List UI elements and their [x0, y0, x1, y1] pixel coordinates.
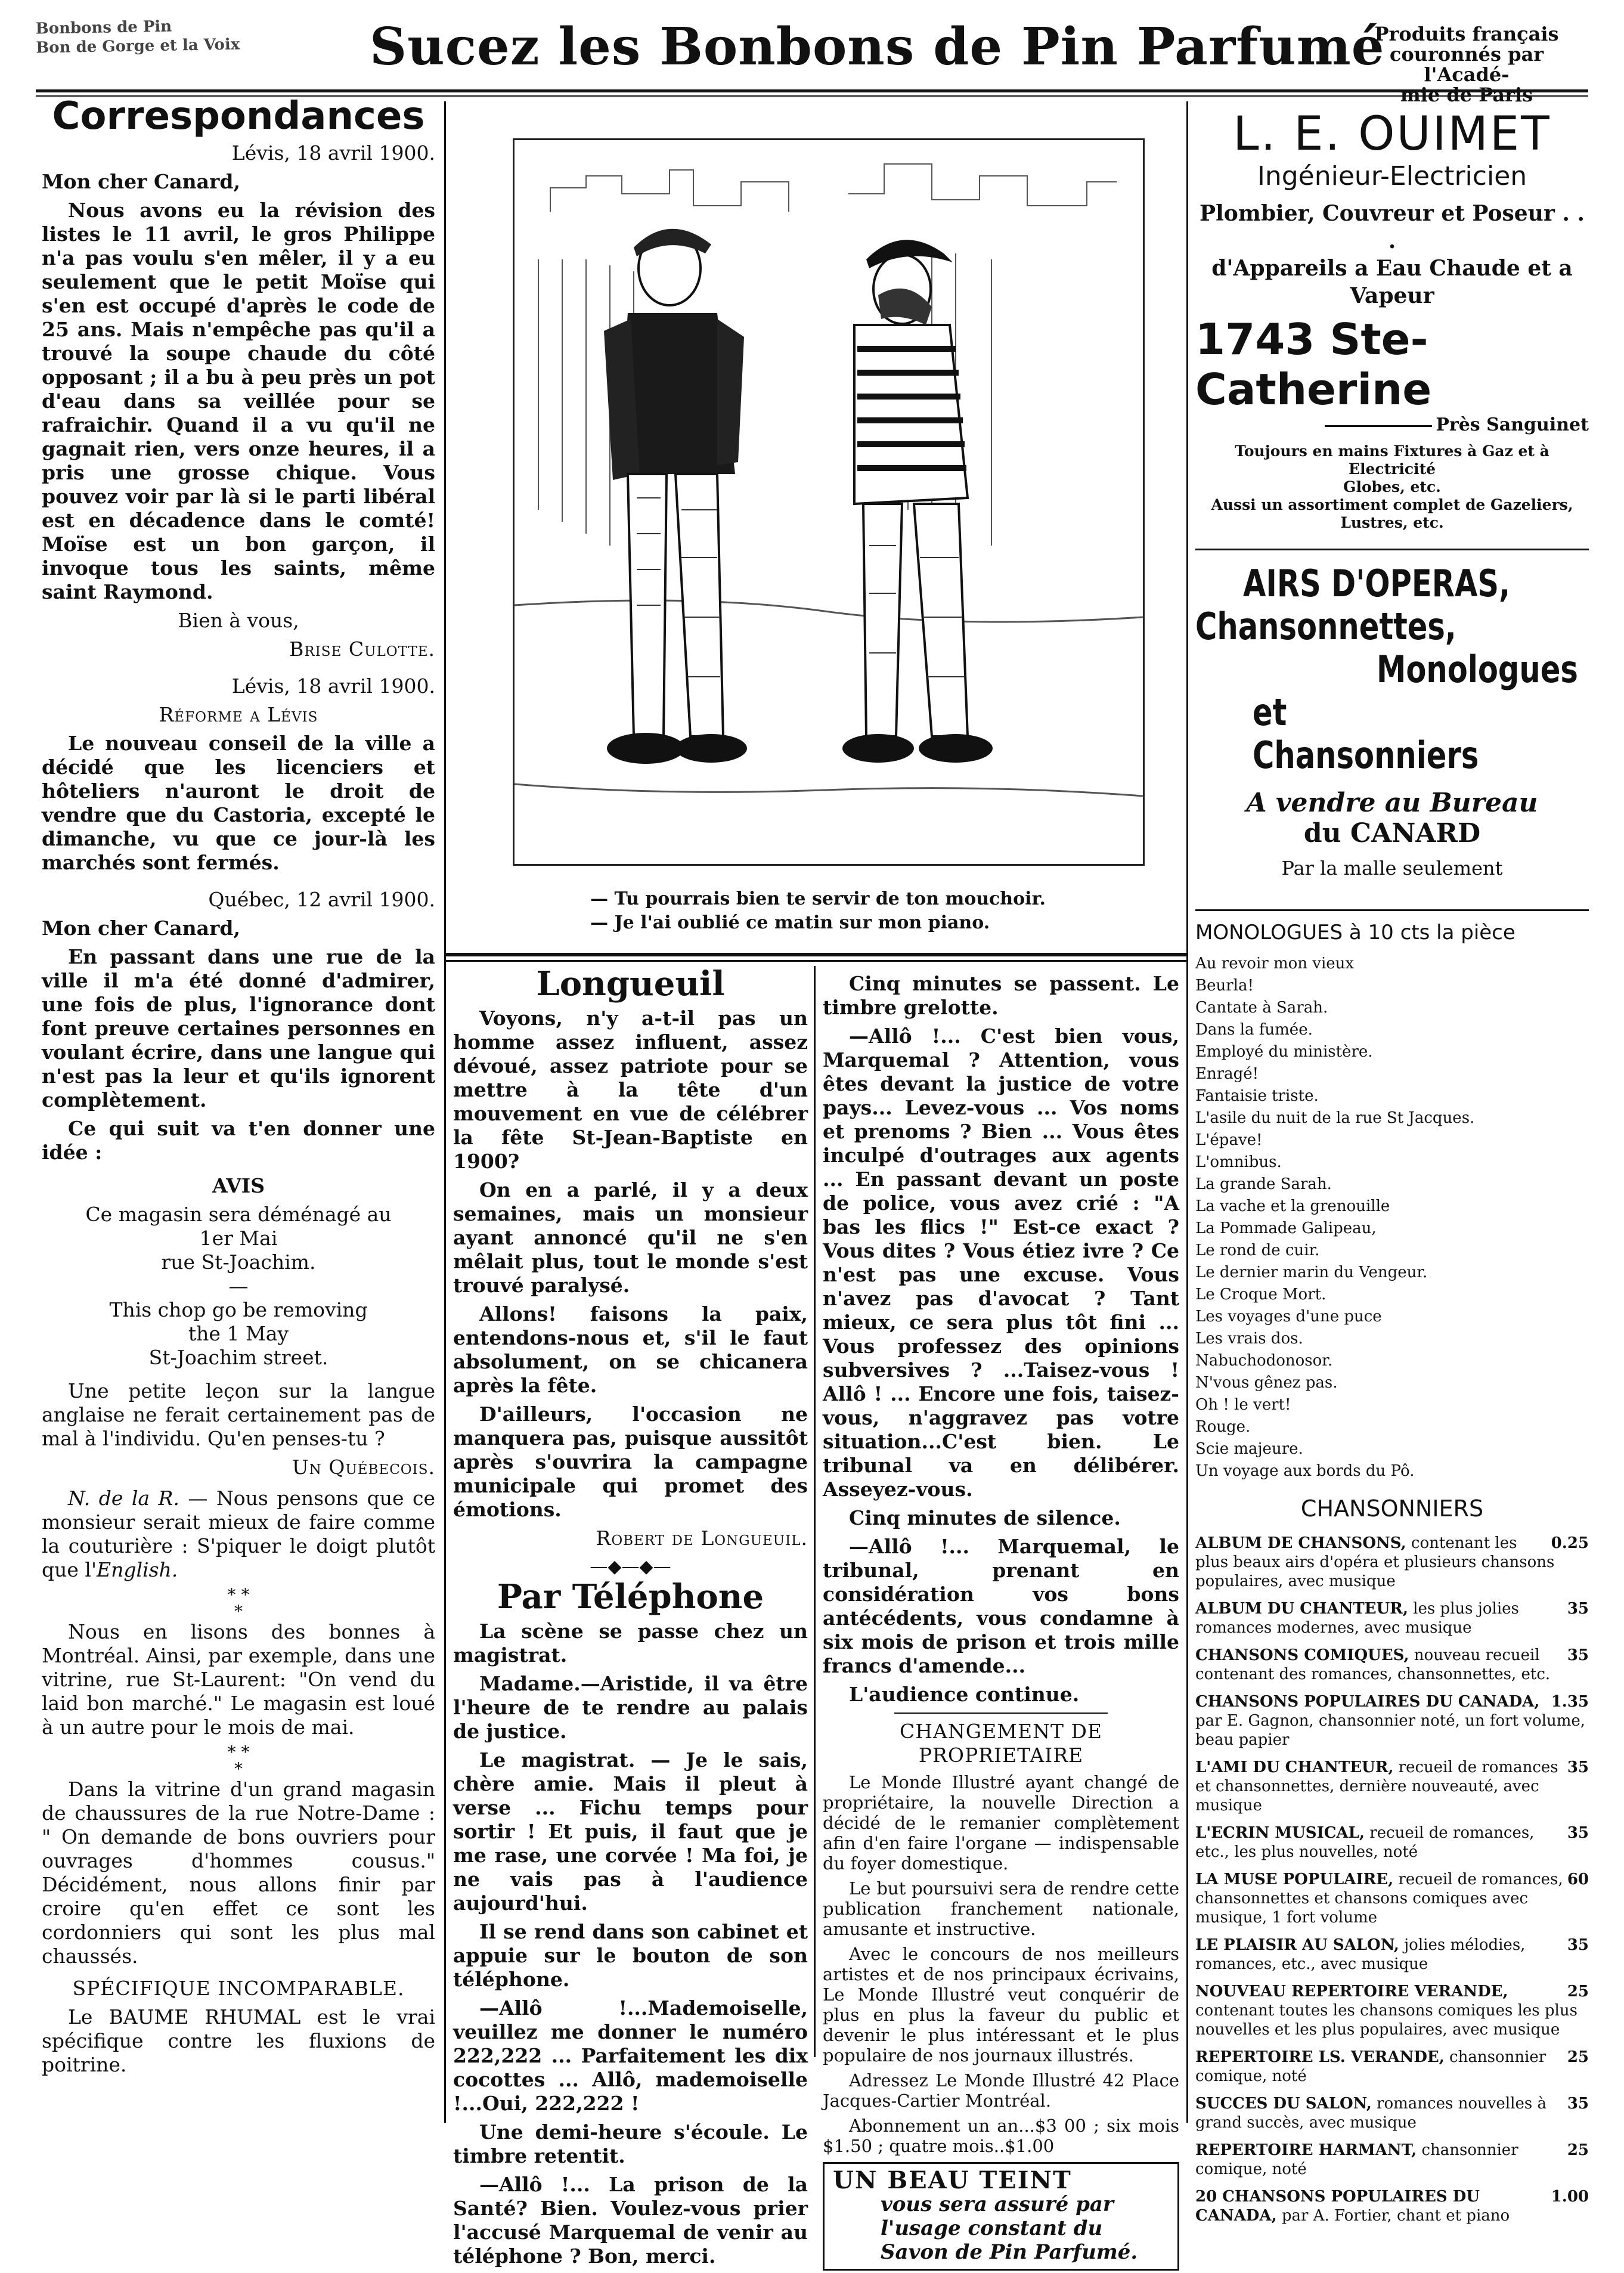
chansonnier-desc: recueil de romances, chansonnettes et chansons comiques avec musique, 1 fort volume [1195, 1871, 1563, 1927]
column-longueuil [453, 964, 808, 2273]
monologue-item: Enragé! [1195, 1065, 1259, 1083]
chansonnier-desc: chansonnier comique, noté [1195, 2141, 1518, 2178]
masthead-rule [36, 89, 1588, 92]
ad-airs-line: Chansonnettes, [1195, 605, 1456, 648]
chansonnier-name: ALBUM DU CHANTEUR, [1195, 1600, 1408, 1618]
chansonnier-price: 35 [1567, 1646, 1589, 1664]
chansonnier-price: 35 [1567, 2095, 1589, 2113]
masthead-left-note [35, 14, 346, 57]
ad-change-owner [823, 1772, 1179, 2156]
chansonnier-desc: contenant les plus beaux airs d'opéra et plusieurs chansons populaires, avec musique [1195, 1534, 1555, 1590]
ad-ouimet-name: L. E. OUIMET [1233, 107, 1551, 161]
chansonnier-desc: par A. Fortier, chant et piano [1276, 2207, 1510, 2225]
monologue-item: Les vrais dos. [1195, 1330, 1303, 1348]
avis-line: This chop go be removing [109, 1298, 368, 1321]
masthead-slogan: Sucez les Bonbons de Pin Parfumé [370, 17, 1385, 77]
chansonnier-item [1195, 1599, 1589, 1637]
chansonnier-name: SUCCES DU SALON, [1195, 2095, 1372, 2113]
dateline: Lévis, 18 avril 1900. [231, 674, 435, 698]
chansonnier-desc: romances nouvelles à grand succès, avec musique [1195, 2095, 1546, 2132]
monologue-item: Nabuchodonosor. [1195, 1352, 1333, 1370]
paragraph: Cinq minutes de silence. [849, 1506, 1121, 1529]
chansonnier-item [1195, 1692, 1589, 1749]
chansonnier-price: 1.35 [1551, 1693, 1589, 1711]
chansonnier-desc: les plus jolies romances modernes, avec musique [1195, 1600, 1519, 1637]
chansonnier-name: CHANSONS POPULAIRES DU CANADA, [1195, 1693, 1540, 1711]
paragraph: Avec le concours de nos meilleurs artistes et de nos principaux écrivains, Le Monde Illustré veut conquérir de plus en plus la faveur du public et devenir le plus intéressant et le plus populaire de nos journaux illustrés. [823, 1944, 1179, 2065]
cartoon-illustration [513, 138, 1145, 866]
cartoon-caption [590, 887, 1127, 935]
monologue-item: Rouge. [1195, 1418, 1251, 1436]
ad-malle: Par la malle seulement [1281, 857, 1503, 880]
monologue-item: L'omnibus. [1195, 1153, 1282, 1171]
ad-ouimet-address: 1743 Ste-Catherine [1195, 314, 1432, 414]
monologue-item: Scie majeure. [1195, 1440, 1303, 1458]
avis-title: AVIS [212, 1174, 265, 1197]
chansonniers-title: CHANSONNIERS [1300, 1495, 1484, 1522]
cartoon-drawing [515, 140, 1143, 864]
chansonnier-item [1195, 2094, 1589, 2132]
monologue-item: Fantaisie triste. [1195, 1087, 1319, 1105]
letter-body: Nous avons eu la révision des listes le 11 avril, le gros Philippe n'a pas voulu s'en mêler, il y a eu seulement que le petit Moïse qui s'en est occupé d'après le code de 25 ans. Mais n'empêche pas qu'il a trouvé la soupe chaude du côté opposant ; il a bu à peu près un pot d'eau dans sa veillée pour se rafraichir. Quand il a vu qu'il ne gagnait rien, vers onze heures, il a pris une grosse chique. Vous pouvez voir par là si le parti libéral est en décadence dans le comté! Moïse est un bon garçon, il invoque tous les saints, même saint Raymond. [42, 199, 435, 603]
monologue-item: Oh ! le vert! [1195, 1396, 1291, 1414]
column-divider [1186, 101, 1188, 2123]
chansonnier-desc: par E. Gagnon, chansonnier noté, un fort volume, beau papier [1195, 1712, 1586, 1749]
monologue-item: Employé du ministère. [1195, 1043, 1373, 1061]
section-rule [444, 953, 1186, 956]
paragraph: On en a parlé, il y a deux semaines, mais un monsieur ayant annoncé qu'il ne s'en mêlait plus, tout le monde s'est trouvé paralysé. [453, 1178, 808, 1297]
ad-ouimet-near [1195, 414, 1589, 435]
editor-note-label: N. de la R. [68, 1487, 179, 1510]
monologue-item: Le dernier marin du Vengeur. [1195, 1264, 1428, 1281]
ad-ouimet-line: Aussi un assortiment complet de Gazeliers, [1211, 496, 1573, 513]
ad-body: vous sera assuré par l'usage constant du Savon de Pin Parfumé. [881, 2193, 1138, 2264]
paragraph: Nous en lisons des bonnes à Montréal. Ainsi, par exemple, dans une vitrine, rue St-Laurent: "On vend du laid bon marché." Le magasin est loué à un autre pour le mois de mai. [42, 1620, 435, 1739]
chansonnier-price: 60 [1567, 1871, 1589, 1888]
paragraph: Une demi-heure s'écoule. Le timbre retentit. [453, 2120, 808, 2167]
chansonnier-name: L'ECRIN MUSICAL, [1195, 1824, 1365, 1842]
chansonnier-desc: nouveau recueil contenant des romances, chansonnettes, etc. [1195, 1646, 1551, 1683]
section-rule [444, 960, 1186, 962]
chansonnier-price: 35 [1567, 1936, 1589, 1954]
avis-dash: — [228, 1274, 249, 1297]
monologue-item: La Pommade Galipeau, [1195, 1219, 1377, 1237]
chansonnier-price: 35 [1567, 1600, 1589, 1618]
monologue-item: La vache et la grenouille [1195, 1197, 1390, 1215]
ad-title: UN BEAU TEINT [833, 2166, 1072, 2194]
right-boy-figure [842, 240, 993, 763]
monologue-item: Les voyages d'une puce [1195, 1308, 1382, 1326]
chansonnier-desc: recueil de romances et chansonnettes, dernière nouveauté, avec musique [1195, 1758, 1558, 1814]
ad-airs-line: et Chansonniers [1253, 690, 1479, 777]
ad-title: CHANGEMENT DE PROPRIETAIRE [900, 1720, 1102, 1767]
short-rule [894, 1713, 1108, 1714]
chansonnier-name: LA MUSE POPULAIRE, [1195, 1871, 1394, 1888]
avis-line: 1er Mai [199, 1227, 278, 1250]
chansonnier-name: LE PLAISIR AU SALON, [1195, 1936, 1399, 1954]
ad-ouimet-near-text: Près Sanguinet [1436, 414, 1589, 435]
chansonnier-desc: contenant toutes les chansons comiques les plus nouvelles et les plus populaires, avec musique [1195, 2002, 1577, 2039]
caption-line: — Je l'ai oublié ce matin sur mon piano. [590, 912, 990, 933]
ad-ouimet-line: Lustres, etc. [1340, 514, 1444, 531]
chansonnier-desc: jolies mélodies, romances, etc., avec musique [1195, 1936, 1526, 1973]
editor-note-english: English. [97, 1558, 178, 1581]
masthead-left-line: Bonbons de Pin [35, 17, 172, 38]
ornament-rule: —◆—◆— [590, 1556, 671, 1577]
masthead-right-line: couronnés par l'Acadé- [1389, 43, 1544, 86]
closing: Bien à vous, [178, 609, 299, 632]
letter-heading: Réforme a Lévis [159, 703, 318, 726]
paragraph: L'audience continue. [849, 1683, 1080, 1706]
chansonniers-list [1195, 1534, 1589, 2225]
left-boy-figure [604, 229, 747, 764]
caption-line: — Tu pourrais bien te servir de ton mouchoir. [590, 888, 1046, 909]
chansonnier-desc: recueil de romances, etc., les plus nouvelles, noté [1195, 1824, 1535, 1861]
monologue-item: L'épave! [1195, 1131, 1263, 1149]
chansonnier-item [1195, 1534, 1589, 1591]
paragraph: La scène se passe chez un magistrat. [453, 1619, 808, 1667]
chansonnier-item [1195, 1758, 1589, 1815]
paragraph: Adressez Le Monde Illustré 42 Place Jacques-Cartier Montréal. [823, 2070, 1179, 2111]
chansonnier-name: NOUVEAU REPERTOIRE VERANDE, [1195, 1983, 1508, 2001]
paragraph: Abonnement un an...$3 00 ; six mois $1.50 ; quatre mois..$1.00 [823, 2116, 1179, 2156]
paragraph: Le Monde Illustré ayant changé de propriétaire, la nouvelle Direction a décidé de le remanier complètement afin d'en faire l'organe — indispensable du foyer domestique. [823, 1772, 1179, 1873]
ad-ouimet-line: d'Appareils a Eau Chaude et a Vapeur [1211, 256, 1573, 308]
chansonnier-name: ALBUM DE CHANSONS, [1195, 1534, 1406, 1552]
chansonnier-desc: chansonnier comique, noté [1195, 2048, 1546, 2085]
paragraph: Allons! faisons la paix, entendons-nous et, s'il le faut absolument, on se chicanera après la fête. [453, 1302, 808, 1397]
letter-body: En passant dans une rue de la ville il m'a été donné d'admirer, une fois de plus, l'ignorance dont font preuve certaines personnes en voulant écrire, dans une langue qui n'est pas la leur et qu'ils ignorent complètement. [42, 945, 435, 1111]
ad-divider [1195, 549, 1589, 550]
chansonnier-item [1195, 1823, 1589, 1862]
chansonnier-item [1195, 2141, 1589, 2179]
chansonnier-name: REPERTOIRE LS. VERANDE, [1195, 2048, 1445, 2066]
paragraph: —Allô !... C'est bien vous, Marquemal ? Attention, vous êtes devant la justice de votre pays... Levez-vous ... Vos noms et prenoms ? Bien ... Vous êtes inculpé d'outrages aux agents ... En passant devant un poste de police, vous avez crié : "A bas les flics !" Est-ce exact ? Vous dites ? Vous étiez ivre ? Ce n'est pas une excuse. Vous n'avez pas d'avocat ? Tant mieux, ce sera plus tôt fini ... Vous professez des opinions subversives ? ...Taisez-vous ! Allô ! ... Encore une fois, taisez-vous, n'aggravez pas votre situation...C'est bien. Le tribunal va en délibérer. Asseyez-vous. [823, 1024, 1179, 1501]
paragraph: Le but poursuivi sera de rendre cette publication franchement nationale, amusante et instructive. [823, 1878, 1179, 1939]
chansonnier-name: REPERTOIRE HARMANT, [1195, 2141, 1417, 2159]
ad-ouimet-line: Toujours en mains Fixtures à Gaz et à Electricité [1235, 442, 1549, 478]
star-separator: * * * [227, 1742, 250, 1779]
avis-line: Ce magasin sera déménagé au [85, 1203, 392, 1226]
paragraph: —Allô !... Marquemal, le tribunal, prenant en considération vos bons antécédents, vous condamne à six mois de prison et trois mille francs d'amende... [823, 1535, 1179, 1677]
ad-ouimet-title: Ingénieur-Electricien [1257, 161, 1527, 191]
dateline: Québec, 12 avril 1900. [208, 888, 435, 911]
ad-ouimet-line: Plombier, Couvreur et Poseur . . . [1200, 201, 1585, 253]
chansonnier-item [1195, 2187, 1589, 2225]
avis-line: the 1 May [188, 1322, 289, 1345]
chansonnier-price: 1.00 [1551, 2188, 1589, 2206]
editor-note-body: — Nous pensons que ce monsieur serait mieux de faire comme la couturière : S'piquer le doigt plutôt que l' [42, 1487, 435, 1581]
paragraph: Il se rend dans son cabinet et appuie sur le bouton de son téléphone. [453, 1920, 808, 1991]
chansonnier-price: 25 [1567, 1983, 1589, 2001]
ad-vendre: A vendre au Bureau [1246, 788, 1538, 818]
column-correspondances [42, 94, 435, 2082]
monologue-item: Un voyage aux bords du Pô. [1195, 1462, 1415, 1480]
masthead-right-line: Produits français [1374, 23, 1559, 45]
monologue-item: L'asile du nuit de la rue St Jacques. [1195, 1109, 1475, 1127]
letter-intro: Ce qui suit va t'en donner une idée : [42, 1117, 435, 1164]
ad-vendre: du CANARD [1303, 818, 1481, 848]
column-divider [444, 101, 446, 2123]
chansonnier-name: CHANSONS COMIQUES, [1195, 1646, 1409, 1664]
masthead-left-line: Bon de Gorge et la Voix [36, 35, 240, 57]
chansonnier-item [1195, 1870, 1589, 1927]
salutation: Mon cher Canard, [42, 170, 240, 193]
paragraph: Madame.—Aristide, il va être l'heure de te rendre au palais de justice. [453, 1672, 808, 1743]
ad-airs-line: Monologues [1377, 648, 1578, 691]
star-separator: * * * [227, 1585, 250, 1621]
chansonnier-item [1195, 1936, 1589, 1974]
paragraph: Le magistrat. — Je le sais, chère amie. Mais il pleut à verse ... Fichu temps pour sortir ! Et puis, il faut que je me rase, une corvée ! Ma foi, je ne vais pas à l'audience aujourd'hui. [453, 1748, 808, 1915]
editor-note [42, 1487, 435, 1582]
monologues-list [1195, 953, 1589, 1482]
section-title: Par Téléphone [497, 1577, 764, 1617]
ad-airs-title: AIRS D'OPERAS, [1243, 562, 1510, 605]
chansonnier-price: 0.25 [1551, 1534, 1589, 1552]
chansonnier-price: 25 [1567, 2141, 1589, 2159]
salutation: Mon cher Canard, [42, 916, 240, 940]
paragraph: Cinq minutes se passent. Le timbre grelotte. [823, 972, 1179, 1019]
dateline: Lévis, 18 avril 1900. [231, 141, 435, 165]
avis-line: rue St-Joachim. [161, 1250, 316, 1274]
section-title: Correspondances [52, 94, 425, 138]
chansonnier-item [1195, 2048, 1589, 2086]
monologue-item: Cantate à Sarah. [1195, 999, 1328, 1017]
section-title: Longueuil [536, 964, 725, 1004]
monologue-item: N'vous gênez pas. [1195, 1374, 1338, 1392]
paragraph: D'ailleurs, l'occasion ne manquera pas, puisque aussitôt après s'ouvrira la campagne municipale qui promet des émotions. [453, 1402, 808, 1521]
signature: Un Québecois. [292, 1456, 435, 1479]
column-telephone-cont [823, 972, 1179, 2271]
monologue-item: La grande Sarah. [1195, 1175, 1332, 1193]
chansonnier-name: 20 CHANSONS POPULAIRES DU CANADA, [1195, 2188, 1480, 2225]
monologue-item: Le Croque Mort. [1195, 1286, 1327, 1303]
monologue-item: Dans la fumée. [1195, 1021, 1313, 1039]
ad-ouimet-line: Globes, etc. [1343, 478, 1441, 496]
column-ads [1195, 107, 1589, 2234]
ad-divider [1195, 909, 1589, 911]
paragraph: Voyons, n'y a-t-il pas un homme assez influent, assez dévoué, assez patriote pour se mettre à la tête d'un mouvement en vue de célébrer la fête St-Jean-Baptiste en 1900? [453, 1007, 808, 1173]
ad-box-teint [823, 2162, 1179, 2271]
masthead-right-line: mie de Paris [1400, 83, 1533, 106]
chansonnier-item [1195, 1646, 1589, 1684]
paragraph: —Allô !...Mademoiselle, veuillez me donner le numéro 222,222 ... Parfaitement les dix cocottes ... Allô, mademoiselle !...Oui, 222,222 ! [453, 1996, 808, 2115]
chansonnier-price: 35 [1567, 1758, 1589, 1776]
paragraph: Dans la vitrine d'un grand magasin de chaussures de la rue Notre-Dame : " On demande de bons ouvriers pour ouvrages d'hommes cousus." Décidément, nous allons finir par croire qu'en effet ce sont les cordonniers qui sont les plus mal chaussés. [42, 1777, 435, 1968]
avis-line: St-Joachim street. [148, 1346, 328, 1369]
ad-body: Le BAUME RHUMAL est le vrai spécifique contre les fluxions de poitrine. [42, 2005, 435, 2076]
masthead-right-note [1347, 24, 1586, 105]
monologues-title: MONOLOGUES à 10 cts la pièce [1195, 921, 1515, 944]
chansonnier-item [1195, 1982, 1589, 2039]
paragraph: —Allô !... La prison de la Santé? Bien. Voulez-vous prier l'accusé Marquemal de venir au téléphone ? Bon, merci. [453, 2173, 808, 2268]
monologue-item: Le rond de cuir. [1195, 1241, 1320, 1259]
chansonnier-price: 35 [1567, 1824, 1589, 1842]
signature: Robert de Longueuil. [596, 1526, 808, 1550]
monologue-item: Beurla! [1195, 977, 1254, 995]
chansonnier-price: 25 [1567, 2048, 1589, 2066]
letter-body: Une petite leçon sur la langue anglaise ne ferait certainement pas de mal à l'individu. Qu'en penses-tu ? [42, 1379, 435, 1450]
signature: Brise Culotte. [289, 637, 435, 661]
chansonnier-name: L'AMI DU CHANTEUR, [1195, 1758, 1394, 1776]
ad-title: SPÉCIFIQUE INCOMPARABLE. [72, 1977, 405, 2000]
column-divider [814, 966, 816, 2057]
letter-body: Le nouveau conseil de la ville a décidé que les licenciers et hôteliers n'auront le droit de vendre que du Castoria, excepté le dimanche, vu que ce jour-là les marchés sont fermés. [42, 732, 435, 874]
monologue-item: Au revoir mon vieux [1195, 955, 1355, 973]
